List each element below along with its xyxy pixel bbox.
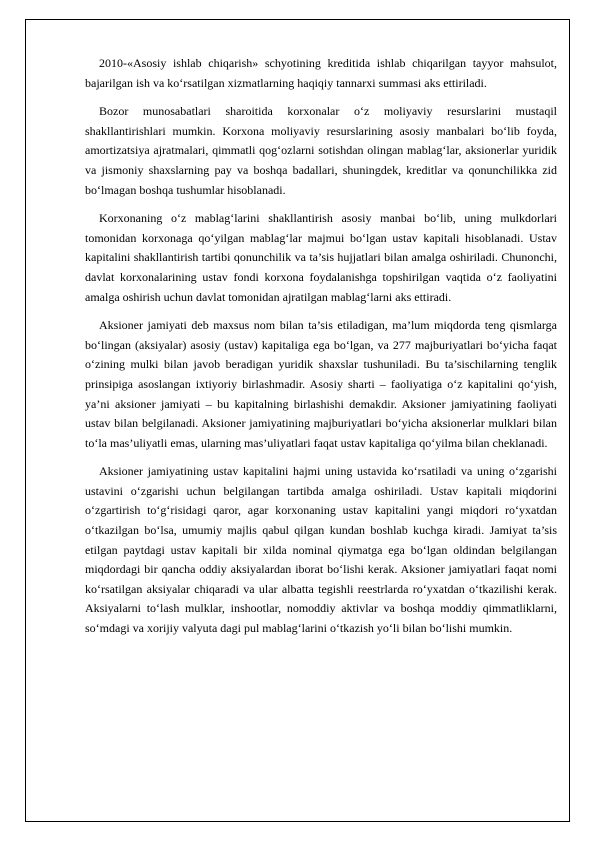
document-body bbox=[85, 54, 557, 648]
paragraph-5: Aksioner jamiyatining ustav kapitalini hajmi uning ustavida ko‘rsatiladi va uning o‘zgarishi ustavini o‘zgarishi uchun belgilangan tartibda amalga oshiriladi. Ustav kapitali miqdorini o‘zgartirish to‘g‘risidagi qaror, agar korxonaning ustav kapitalini yangi miqdori ro‘yxatdan o‘tkazilgan bo‘lsa, umumiy majlis qabul qilgan kundan boshlab kuchga kiradi. Jamiyat ta’sis etilgan paytdagi ustav kapitali bir xilda nominal qiymatga ega bo‘lgan oldindan belgilangan miqdordagi bir qancha oddiy aksiyalardan iborat bo‘lishi kerak. Aksioner jamiyatlari faqat nomi ko‘rsatilgan aksiyalar chiqaradi va ular albatta tegishli reestrlarda ro‘yxatdan o‘tkazilishi kerak. Aksiyalarni to‘lash mulklar, inshootlar, nomoddiy aktivlar va boshqa moddiy qimmatliklarni, so‘mdagi va xorijiy valyuta dagi pul mablag‘larini o‘tkazish yo‘li bilan bo‘lishi mumkin. bbox=[85, 464, 557, 636]
paragraph-2: Bozor munosabatlari sharoitida korxonalar o‘z moliyaviy resurslarini mustaqil shakllantirishlari mumkin. Korxona moliyaviy resurslarining asosiy manbalari bo‘lib foyda, amortizatsiya ajratmalari, qimmatli qog‘ozlarni sotishdan olingan mablag‘lar, aksionerlar yuridik va jismoniy shaxslarning pay va boshqa badallari, shuningdek, kreditlar va qonunchilikka zid bo‘lmagan boshqa tushumlar hisoblanadi. bbox=[85, 104, 557, 197]
paragraph-3: Korxonaning o‘z mablag‘larini shakllantirish asosiy manbai bo‘lib, uning mulkdorlari tomonidan korxonaga qo‘yilgan mablag‘lar majmui bo‘lgan ustav kapitali hisoblanadi. Ustav kapitalini shakllantirish tartibi qonunchilik va ta’sis hujjatlari bilan amalga oshiriladi. Chunonchi, davlat korxonalarining ustav fondi korxona foydalanishga topshirilgan vaqtida o‘z faoliyatini amalga oshirish uchun davlat tomonidan ajratilgan mablag‘larni aks ettiradi. bbox=[85, 211, 557, 304]
paragraph-1: 2010-«Asosiy ishlab chiqarish» schyotining kreditida ishlab chiqarilgan tayyor mahsulot, bajarilgan ish va ko‘rsatilgan xizmatlarning haqiqiy tannarxi summasi aks ettiriladi. bbox=[85, 56, 557, 90]
paragraph-4: Aksioner jamiyati deb maxsus nom bilan ta’sis etiladigan, ma’lum miqdorda teng qismlarga bo‘lingan (aksiyalar) asosiy (ustav) kapitaliga ega bo‘lgan, va 277 majburiyatlari bo‘yicha faqat o‘zining mulki bilan javob beradigan yuridik shaxslar tushuniladi. Bu ta’sischilarning tenglik prinsipiga asoslangan ixtiyoriy birlashmadir. Asosiy sharti – faoliyatiga o‘z kapitalini qo‘yish, ya’ni aksioner jamiyati – bu kapitalning birlashishi demakdir. Aksioner jamiyatining faoliyati ustav bilan belgilanadi. Aksioner jamiyatining majburiyatlari bo‘yicha aksionerlar mulklari bilan to‘la mas’uliyatli emas, ularning mas’uliyatlari faqat ustav kapitaliga qo‘yilma bilan cheklanadi. bbox=[85, 318, 557, 450]
